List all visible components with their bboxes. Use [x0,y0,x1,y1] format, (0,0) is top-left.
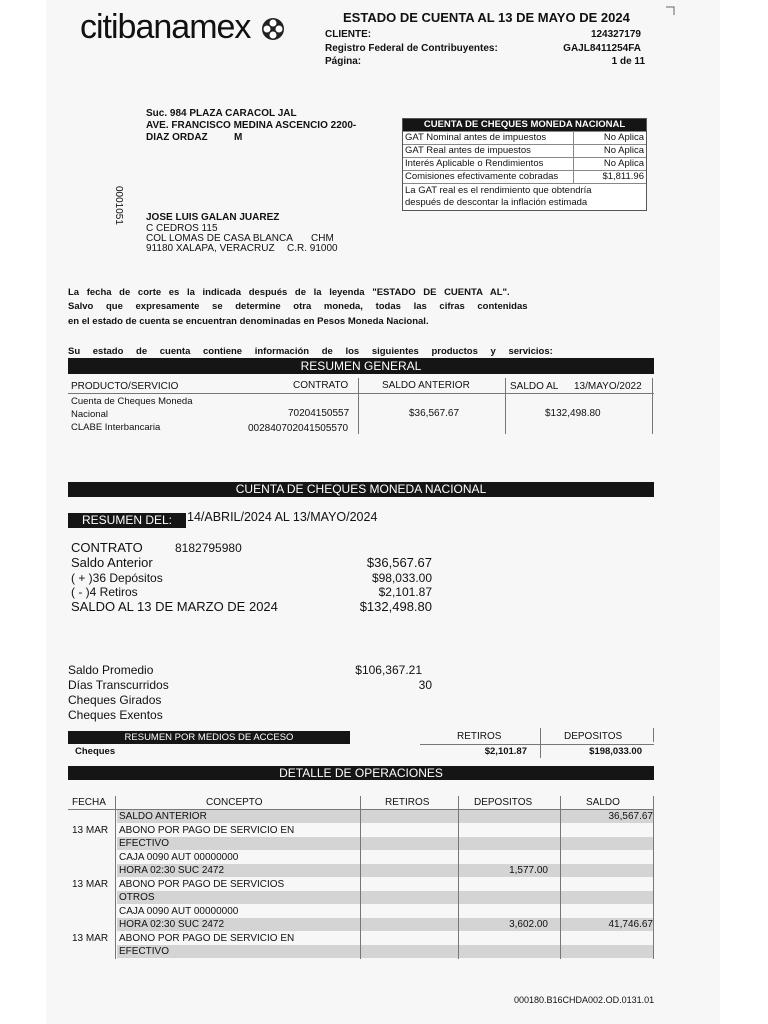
pagina-value: 1 de 11 [611,56,645,67]
detalle-col-divider [360,796,361,959]
gat-row-label: Comisiones efectivamente cobradas [403,171,574,183]
customer-line-1: C CEDROS 115 [146,223,218,234]
customer-line-2b: CHM [311,233,334,244]
rfc-value: GAJL8411254FA [563,43,641,54]
branch-line-3a: DIAZ ORDAZ [146,132,208,143]
detalle-col-concepto: CONCEPTO [206,797,263,808]
girados-label: Cheques Girados [68,693,162,707]
contrato-value: 8182795980 [175,541,242,555]
gat-row [403,131,646,144]
notice-line-4: Su estado de cuenta contiene información de los siguientes productos y servicios: [68,346,553,357]
medios-divider [420,744,654,745]
detalle-cell-fecha: 13 MAR [72,824,109,836]
rg-divider [68,393,654,394]
detalle-col-divider [458,796,459,959]
detalle-bar: DETALLE DE OPERACIONES [68,766,654,780]
row-shading [117,945,654,958]
rg-clabe-value: 002840702041505570 [248,423,349,434]
statement-title: ESTADO DE CUENTA AL 13 DE MAYO DE 2024 [343,10,630,25]
gat-row [403,170,646,183]
gat-row-label: GAT Real antes de impuestos [403,145,574,157]
rg-clabe-label: CLABE Interbancaria [71,422,161,433]
rg-col-contrato: CONTRATO [293,380,349,391]
notice-line-1: La fecha de corte es la indicada después de la leyenda "ESTADO DE CUENTA AL". [68,287,510,298]
detalle-cell-fecha: 13 MAR [72,932,109,944]
gat-row-label: Interés Aplicable o Rendimientos [403,158,574,170]
logo-text: citibanamex [80,8,251,46]
medios-col-depositos: DEPOSITOS [564,731,623,742]
gat-note-line-2: después de descontar la inflación estimada [405,197,588,208]
contrato-label: CONTRATO [71,540,143,555]
dias-value: 30 [418,678,432,692]
row-shading [117,837,654,850]
resumen-del-label: RESUMEN DEL: [68,513,186,528]
gat-row [403,144,646,157]
medios-row-retiros: $2,101.87 [484,746,527,757]
rfc-label: Registro Federal de Contribuyentes: [325,43,498,54]
rg-contrato: 70204150557 [288,408,350,419]
saldo-anterior-value: $36,567.67 [366,555,432,570]
detalle-cell-saldo: 36,567.67 [608,811,653,822]
detalle-cell-saldo: 41,746.67 [608,919,653,930]
notice-line-3: en el estado de cuenta se encuentran denominadas en Pesos Moneda Nacional. [68,316,429,327]
resumen-general-bar: RESUMEN GENERAL [68,358,654,374]
rg-col-saldo-al: SALDO AL [510,381,559,392]
detalle-cell-concepto: ABONO POR PAGO DE SERVICIOS [119,878,285,890]
resumen-period: 14/ABRIL/2024 AL 13/MAYO/2024 [187,510,378,524]
gat-row [403,157,646,170]
detalle-col-retiros: RETIROS [385,797,430,808]
branch-line-3b: M [234,132,243,143]
side-code: 0001051 [113,186,124,225]
branch-line-1: Suc. 984 PLAZA CARACOL JAL [146,108,297,119]
retiros-label: ( - )4 Retiros [71,585,138,599]
detalle-col-saldo: SALDO [586,797,620,808]
customer-line-2a: COL LOMAS DE CASA BLANCA [146,233,293,244]
depositos-label: ( + )36 Depósitos [71,571,163,585]
detalle-cell-concepto: OTROS [119,892,155,903]
saldo-al-label: SALDO AL 13 DE MARZO DE 2024 [71,599,278,614]
cuenta-cheques-bar: CUENTA DE CHEQUES MONEDA NACIONAL [68,482,654,497]
cliente-label: CLIENTE: [325,29,372,40]
detalle-cell-concepto: ABONO POR PAGO DE SERVICIO EN [119,824,295,836]
gat-row-value: No Aplica [603,132,644,143]
detalle-cell-depositos: 3,602.00 [509,919,548,930]
rg-col-producto: PRODUCTO/SERVICIO [71,381,179,392]
detalle-header-divider [68,809,654,810]
gat-row-value: $1,811.96 [602,171,644,182]
medios-col-divider [540,728,541,758]
rg-producto-line-1: Cuenta de Cheques Moneda [71,396,193,407]
gat-row-value: No Aplica [603,158,644,169]
rg-saldo-al: $132,498.80 [545,408,601,419]
customer-line-3a: 91180 XALAPA, VERACRUZ [146,243,275,254]
rg-col-saldo-al-date: 13/MAYO/2022 [574,381,642,392]
gat-table [402,118,647,211]
gat-row-label: GAT Nominal antes de impuestos [403,132,574,144]
detalle-cell-depositos: 1,577.00 [509,865,548,876]
detalle-cell-concepto: ABONO POR PAGO DE SERVICIO EN [119,932,295,944]
medios-col-retiros: RETIROS [457,731,502,742]
medios-bar: RESUMEN POR MEDIOS DE ACCESO [68,731,350,744]
detalle-cell-concepto: HORA 02:30 SUC 2472 [119,919,225,930]
detalle-cell-concepto: CAJA 0090 AUT 00000000 [119,851,239,863]
logo-emblem-icon [261,17,285,41]
detalle-col-fecha: FECHA [72,797,106,808]
gat-table-title: CUENTA DE CHEQUES MONEDA NACIONAL [403,119,646,131]
detalle-cell-concepto: EFECTIVO [119,946,170,957]
detalle-cell-concepto: CAJA 0090 AUT 00000000 [119,905,239,917]
saldo-promedio-label: Saldo Promedio [68,663,154,677]
rg-col-divider [358,378,359,434]
notice-line-2: Salvo que expresamente se determine otra moneda, todas las cifras contenidas [68,301,528,312]
cliente-value: 124327179 [590,29,641,40]
dias-label: Días Transcurridos [68,678,169,692]
detalle-col-divider [560,796,561,959]
saldo-promedio-value: $106,367.21 [355,663,422,677]
gat-row-value: No Aplica [603,145,644,156]
rg-col-divider [505,378,506,434]
gat-note-line-1: La GAT real es el rendimiento que obtendría [405,185,592,196]
detalle-cell-concepto: HORA 02:30 SUC 2472 [119,865,225,876]
detalle-col-divider [653,796,654,959]
detalle-cell-concepto: EFECTIVO [119,838,170,849]
detalle-col-depositos: DEPOSITOS [474,797,533,808]
medios-row-label: Cheques [75,746,116,757]
branch-line-2: AVE. FRANCISCO MEDINA ASCENCIO 2200- [146,120,357,131]
corner-mark-icon [666,6,676,16]
exentos-label: Cheques Exentos [68,708,163,722]
retiros-value: $2,101.87 [378,585,432,599]
pagina-label: Página: [325,56,362,67]
rg-producto-line-2: Nacional [71,409,108,420]
medios-row-depositos: $198,033.00 [589,746,642,757]
detalle-cell-fecha: 13 MAR [72,878,109,890]
bank-logo [80,8,285,47]
rg-col-divider [652,378,653,434]
detalle-cell-concepto: SALDO ANTERIOR [119,811,207,822]
customer-line-3b: C.R. 91000 [287,243,338,254]
medios-col-divider [653,728,654,742]
saldo-al-value: $132,498.80 [359,599,432,614]
detalle-col-divider [115,796,116,959]
saldo-anterior-label: Saldo Anterior [71,555,153,570]
footer-code: 000180.B16CHDA002.OD.0131.01 [514,995,655,1005]
rg-col-saldo-anterior: SALDO ANTERIOR [382,380,470,391]
depositos-value: $98,033.00 [371,571,432,585]
gat-note [403,183,646,210]
row-shading [117,891,654,904]
customer-name: JOSE LUIS GALAN JUAREZ [146,212,280,223]
rg-saldo-anterior: $36,567.67 [409,408,460,419]
